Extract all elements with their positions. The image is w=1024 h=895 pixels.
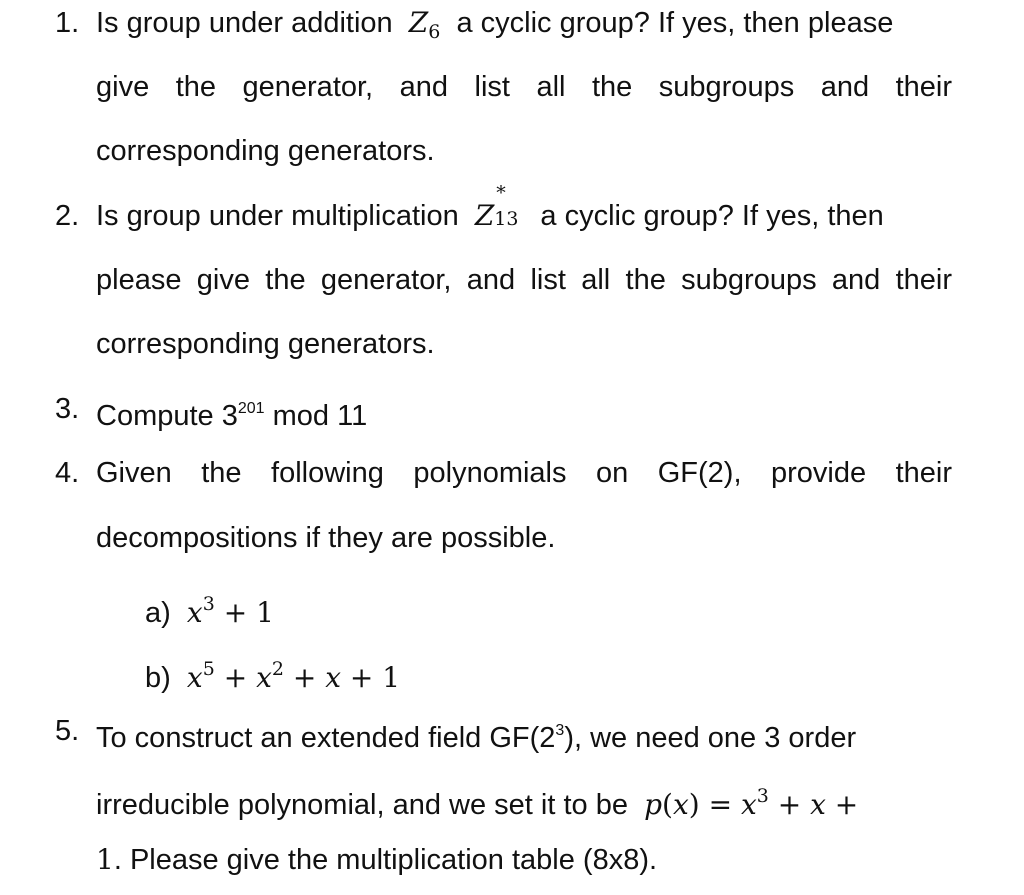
question-4-text-line-1: Given the following polynomials on GF(2), provide their [96, 457, 952, 489]
question-5-exponent: 3 [555, 722, 565, 739]
question-5-text-cont: ), we need one 3 order [564, 722, 857, 754]
question-4-text-line-2: decompositions if they are possible. [96, 522, 556, 554]
z6-symbol: Z [408, 6, 429, 39]
polynomial-x-cubed: x [740, 788, 757, 821]
item-b-rest: + 1 [341, 661, 401, 694]
polynomial-plus-1: + [768, 788, 811, 821]
question-1-text-line-2: give the generator, and list all the subgroups and their [96, 71, 952, 103]
polynomial-x: x [810, 788, 826, 821]
z6-subscript: 6 [428, 21, 441, 43]
question-5-number: 5. [55, 715, 80, 747]
question-5-text-line-2: irreducible polynomial, and we set it to be [96, 789, 628, 821]
z13-symbol: Z [474, 199, 495, 232]
question-2-text: Is group under multiplication [96, 200, 459, 232]
polynomial-plus-2: + [825, 788, 859, 821]
question-2-number: 2. [55, 200, 80, 232]
item-b-x1: x [186, 661, 203, 694]
question-2-text-line-2: please give the generator, and list all the subgroups and their [96, 264, 952, 296]
question-5-text: To construct an extended field GF(2 [96, 722, 556, 754]
question-5-text-line-3: . Please give the multiplication table (8x8). [113, 844, 658, 876]
item-b-x2: x [256, 661, 272, 694]
z13-scripts [494, 182, 524, 230]
polynomial-p: p [644, 788, 663, 821]
question-4-number: 4. [55, 457, 80, 489]
question-3-text: Compute 3 [96, 400, 238, 432]
question-1-text-cont: a cyclic group? If yes, then please [456, 7, 894, 39]
polynomial-arg-x: x [672, 788, 689, 821]
item-b-label: b) [145, 662, 171, 694]
polynomial-exponent: 3 [756, 785, 769, 807]
polynomial-paren-open: ( [662, 788, 673, 821]
z13-subscript: 13 [494, 208, 519, 230]
item-b-exponent-1: 5 [202, 658, 215, 680]
item-b-x3: x [325, 661, 342, 694]
question-3-exponent: 201 [237, 400, 265, 417]
item-a-rest: + 1 [214, 596, 274, 629]
item-b-plus-2: + [283, 661, 326, 694]
polynomial-constant-1: 1 [96, 843, 114, 876]
question-2-text-line-3: corresponding generators. [96, 328, 435, 360]
polynomial-equals: ) = [688, 788, 741, 821]
question-2-text-cont: a cyclic group? If yes, then [540, 200, 884, 232]
item-a-x: x [186, 596, 203, 629]
item-a-exponent: 3 [202, 593, 215, 615]
question-3-text-cont: mod 11 [264, 400, 368, 432]
question-1-text-line-3: corresponding generators. [96, 135, 435, 167]
question-1-number: 1. [55, 7, 80, 39]
z13-superscript: * [496, 182, 506, 204]
question-1-text: Is group under addition [96, 7, 393, 39]
item-a-label: a) [145, 597, 171, 629]
item-b-exponent-2: 2 [271, 658, 284, 680]
item-b-plus-1: + [214, 661, 257, 694]
question-3-number: 3. [55, 393, 80, 425]
